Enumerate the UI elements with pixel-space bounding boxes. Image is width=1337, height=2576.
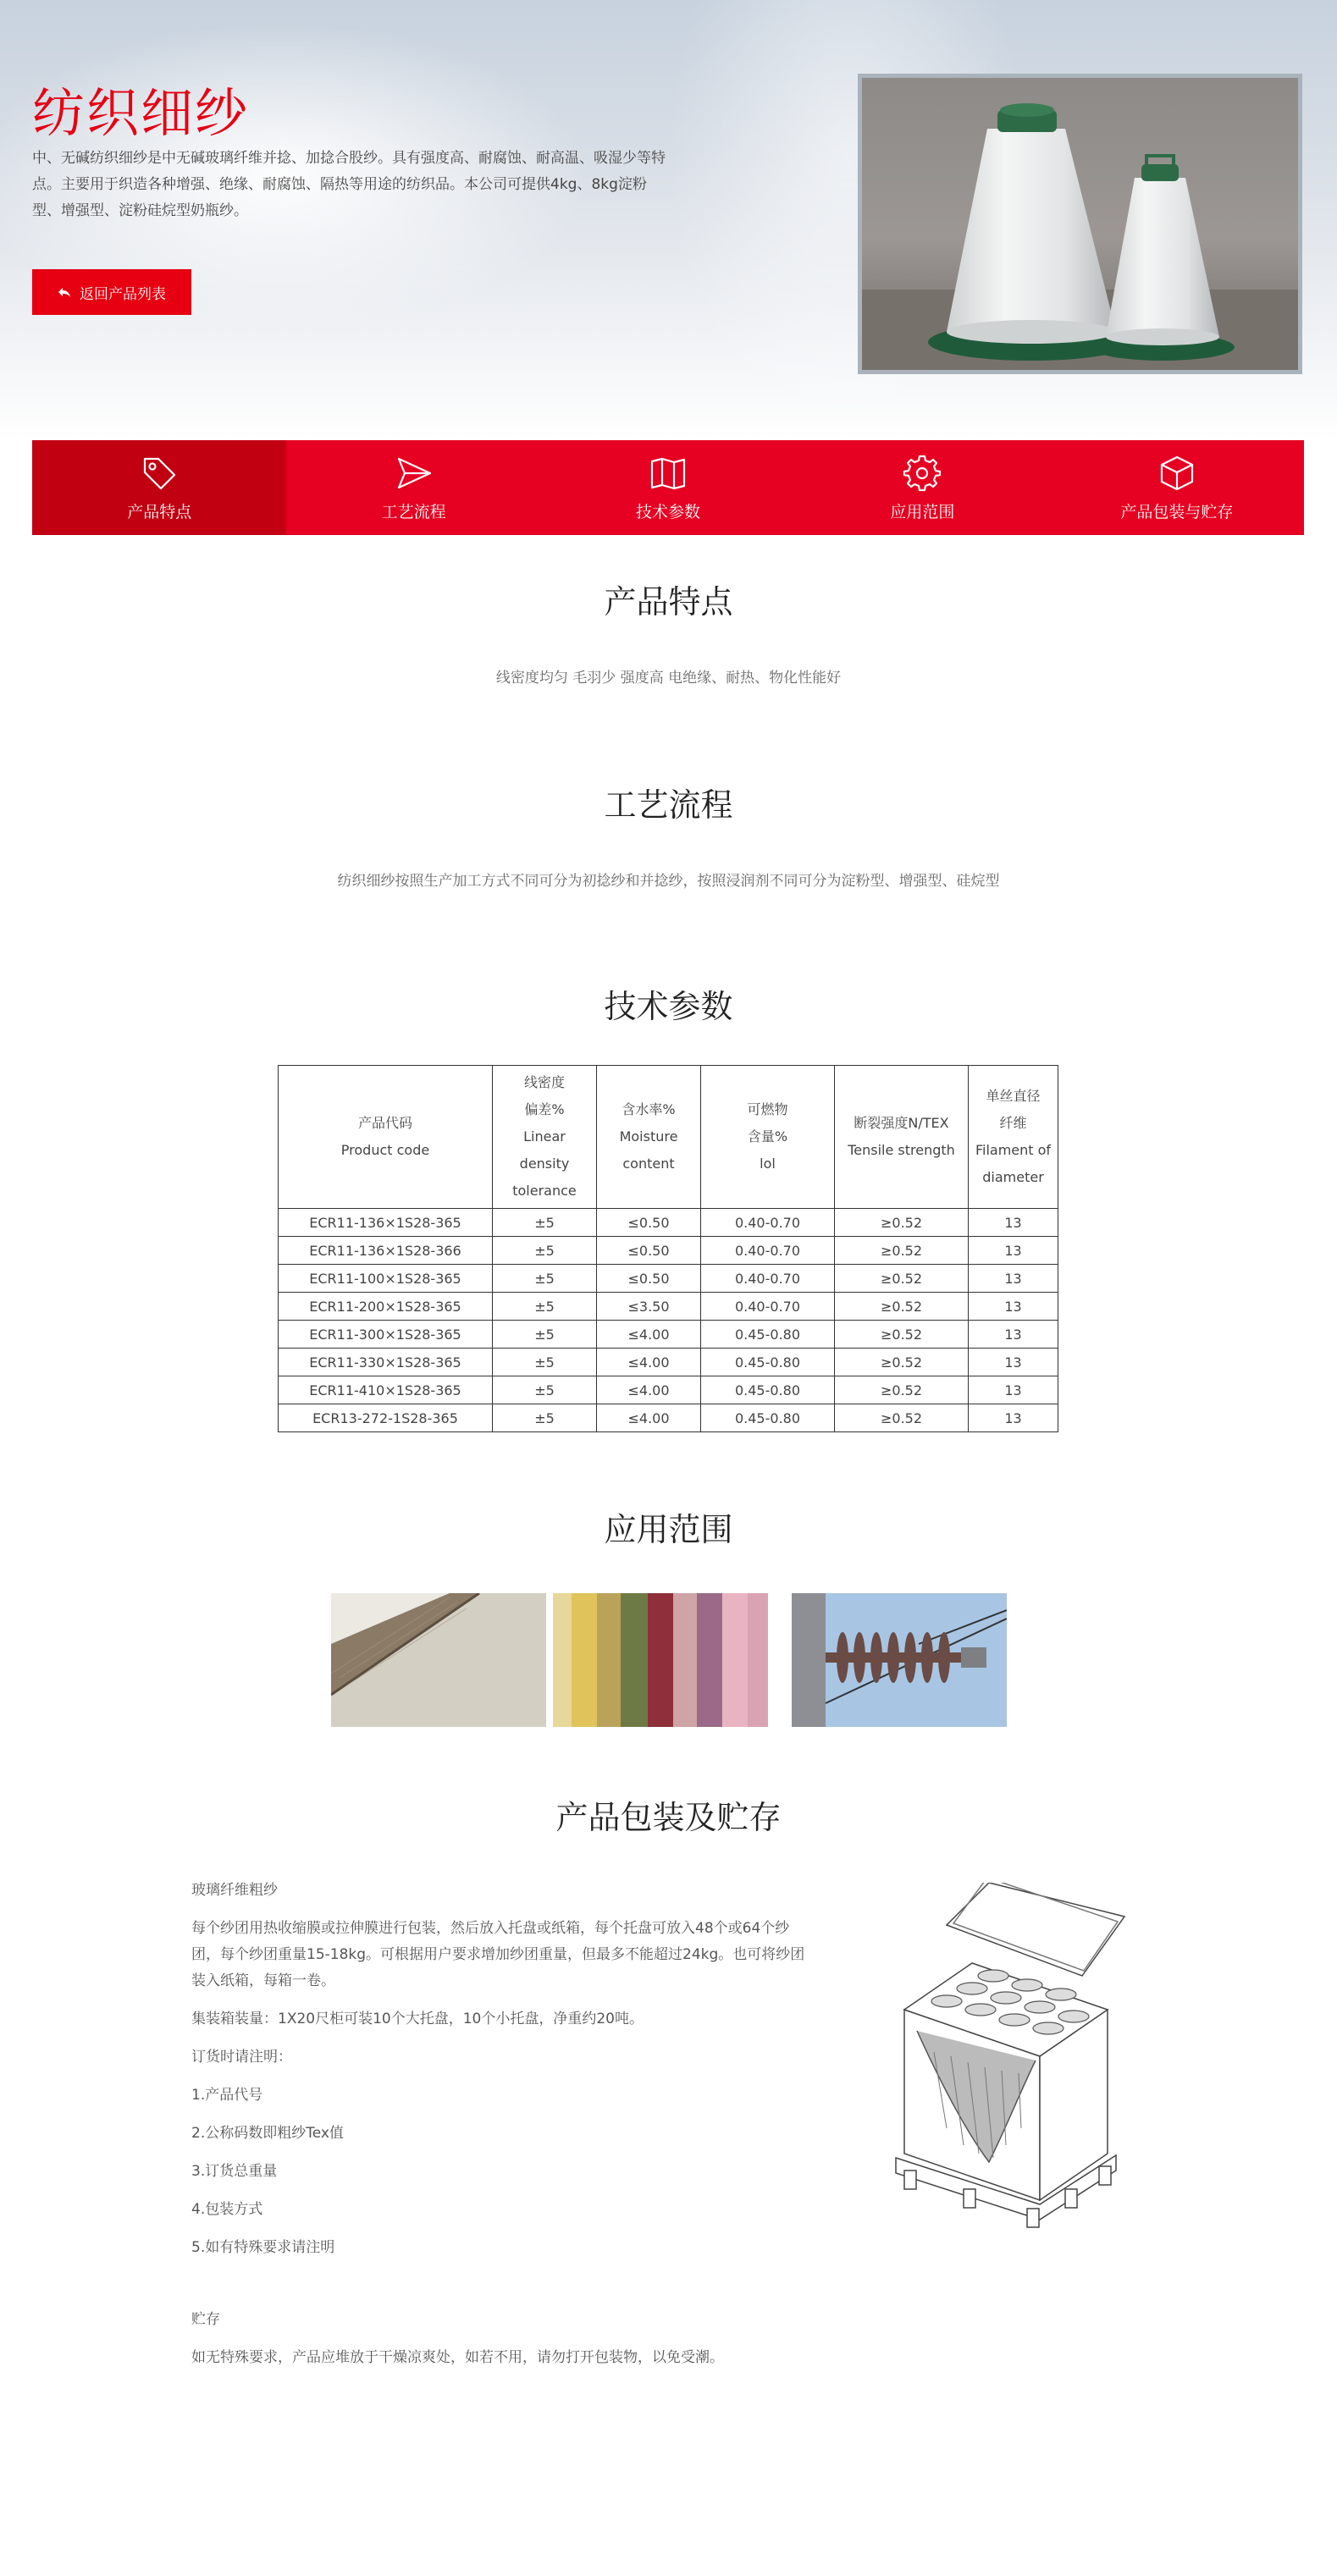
parameters-table (278, 1065, 1058, 1432)
product-description: 中、无碱纺织细纱是中无碱玻璃纤维并捻、加捻合股纱。具有强度高、耐腐蚀、耐高温、吸湿少等特点。主要用于织造各种增强、绝缘、耐腐蚀、隔热等用途的纺织品。本公司可提供4kg、8kg淀粉型、增强型、淀粉硅烷型奶瓶纱。 (32, 150, 666, 219)
order-item: 4.包装方式 (191, 2201, 263, 2218)
storage-text: 如无特殊要求，产品应堆放于干燥凉爽处，如若不用，请勿打开包装物，以免受潮。 (191, 2349, 724, 2366)
table-row: ECR11-330×1S28-365 ±5 ≤4.00 0.45-0.80 ≥0.52 13 (279, 1349, 1058, 1376)
order-item: 2.公称码数即粗纱Tex值 (191, 2125, 344, 2142)
table-row: ECR11-136×1S28-366 ±5 ≤0.50 0.40-0.70 ≥0.52 13 (279, 1237, 1058, 1265)
packaging-paragraph: 订货时请注明： (191, 2049, 292, 2066)
section-tab-bar (32, 440, 1304, 535)
header-tensile: 断裂强度N/TEX Tensile strength (835, 1066, 969, 1209)
tab-parameters-label: 技术参数 (636, 502, 701, 521)
packaging-paragraph: 集装箱装量：1X20尺柜可装10个大托盘，10个小托盘，净重约20吨。 (191, 2011, 644, 2027)
yarn-bobbin-photo (858, 74, 1302, 374)
tab-applications-label: 应用范围 (890, 502, 955, 521)
tab-features[interactable] (32, 440, 286, 535)
table-row: ECR11-136×1S28-365 ±5 ≤0.50 0.40-0.70 ≥0.52 13 (279, 1209, 1058, 1237)
order-item: 5.如有特殊要求请注明 (191, 2239, 335, 2256)
box-icon (1157, 454, 1196, 493)
book-icon (649, 454, 688, 493)
packaging-paragraph: 每个纱团用热收缩膜或拉伸膜进行包装，然后放入托盘或纸箱，每个托盘可放入48个或64个纱团，每个纱团重量15-18kg。可根据用户要求增加纱团重量，但最多不能超过24kg。也可将纱团装入纸箱，每箱一卷。 (191, 1920, 805, 1989)
reply-arrow-icon (58, 285, 71, 299)
process-title: 工艺流程 (604, 786, 733, 824)
process-text: 纺织细纱按照生产加工方式不同可分为初捻纱和并捻纱，按照浸润剂不同可分为淀粉型、增强型、硅烷型 (337, 873, 1000, 890)
packaging-text (191, 1878, 818, 2383)
header-filament: 单丝直径 纤维 Filament of diameter (969, 1066, 1058, 1209)
header-product-code: 产品代码 Product code (279, 1066, 493, 1209)
pallet-packaging-illustration (887, 1883, 1133, 2238)
packaging-title: 产品包装及贮存 (555, 1799, 782, 1836)
header-moisture: 含水率% Moisture content (597, 1066, 701, 1209)
woven-fabric-photo (331, 1593, 546, 1727)
tab-applications[interactable] (795, 440, 1049, 535)
send-icon (395, 454, 434, 493)
page-title: 纺织细纱 (32, 82, 250, 144)
packaging-paragraph: 玻璃纤维粗纱 (191, 1882, 278, 1899)
table-row: ECR13-272-1S28-365 ±5 ≤4.00 0.45-0.80 ≥0.52 13 (279, 1404, 1058, 1432)
table-row: ECR11-410×1S28-365 ±5 ≤4.00 0.45-0.80 ≥0.52 13 (279, 1376, 1058, 1404)
table-header-row (279, 1066, 1058, 1209)
header-combustible: 可燃物 含量% lol (701, 1066, 835, 1209)
order-item: 3.订货总重量 (191, 2163, 278, 2180)
gear-icon (903, 454, 942, 493)
hero-banner (0, 0, 1337, 440)
tab-parameters[interactable] (541, 440, 795, 535)
colored-textiles-photo (553, 1593, 768, 1727)
storage-title: 贮存 (191, 2311, 220, 2328)
tab-packaging[interactable] (1050, 440, 1304, 535)
features-text: 线密度均匀 毛羽少 强度高 电绝缘、耐热、物化性能好 (495, 670, 842, 687)
electrical-insulator-photo (792, 1593, 1007, 1727)
applications-title: 应用范围 (604, 1511, 733, 1548)
tab-process-label: 工艺流程 (381, 502, 446, 521)
tab-features-label: 产品特点 (127, 502, 192, 521)
back-to-list-button[interactable] (32, 269, 191, 315)
table-row: ECR11-200×1S28-365 ±5 ≤3.50 0.40-0.70 ≥0.52 13 (279, 1293, 1058, 1321)
tag-icon (140, 454, 179, 493)
features-title: 产品特点 (604, 583, 733, 621)
tab-packaging-label: 产品包装与贮存 (1120, 502, 1234, 521)
tab-process[interactable] (286, 440, 540, 535)
header-linear-density: 线密度 偏差% Linear density tolerance (493, 1066, 597, 1209)
table-row: ECR11-100×1S28-365 ±5 ≤0.50 0.40-0.70 ≥0.52 13 (279, 1265, 1058, 1293)
parameters-title: 技术参数 (604, 988, 733, 1025)
table-row: ECR11-300×1S28-365 ±5 ≤4.00 0.45-0.80 ≥0.52 13 (279, 1321, 1058, 1349)
order-item: 1.产品代号 (191, 2087, 263, 2104)
back-button-label: 返回产品列表 (80, 285, 166, 303)
